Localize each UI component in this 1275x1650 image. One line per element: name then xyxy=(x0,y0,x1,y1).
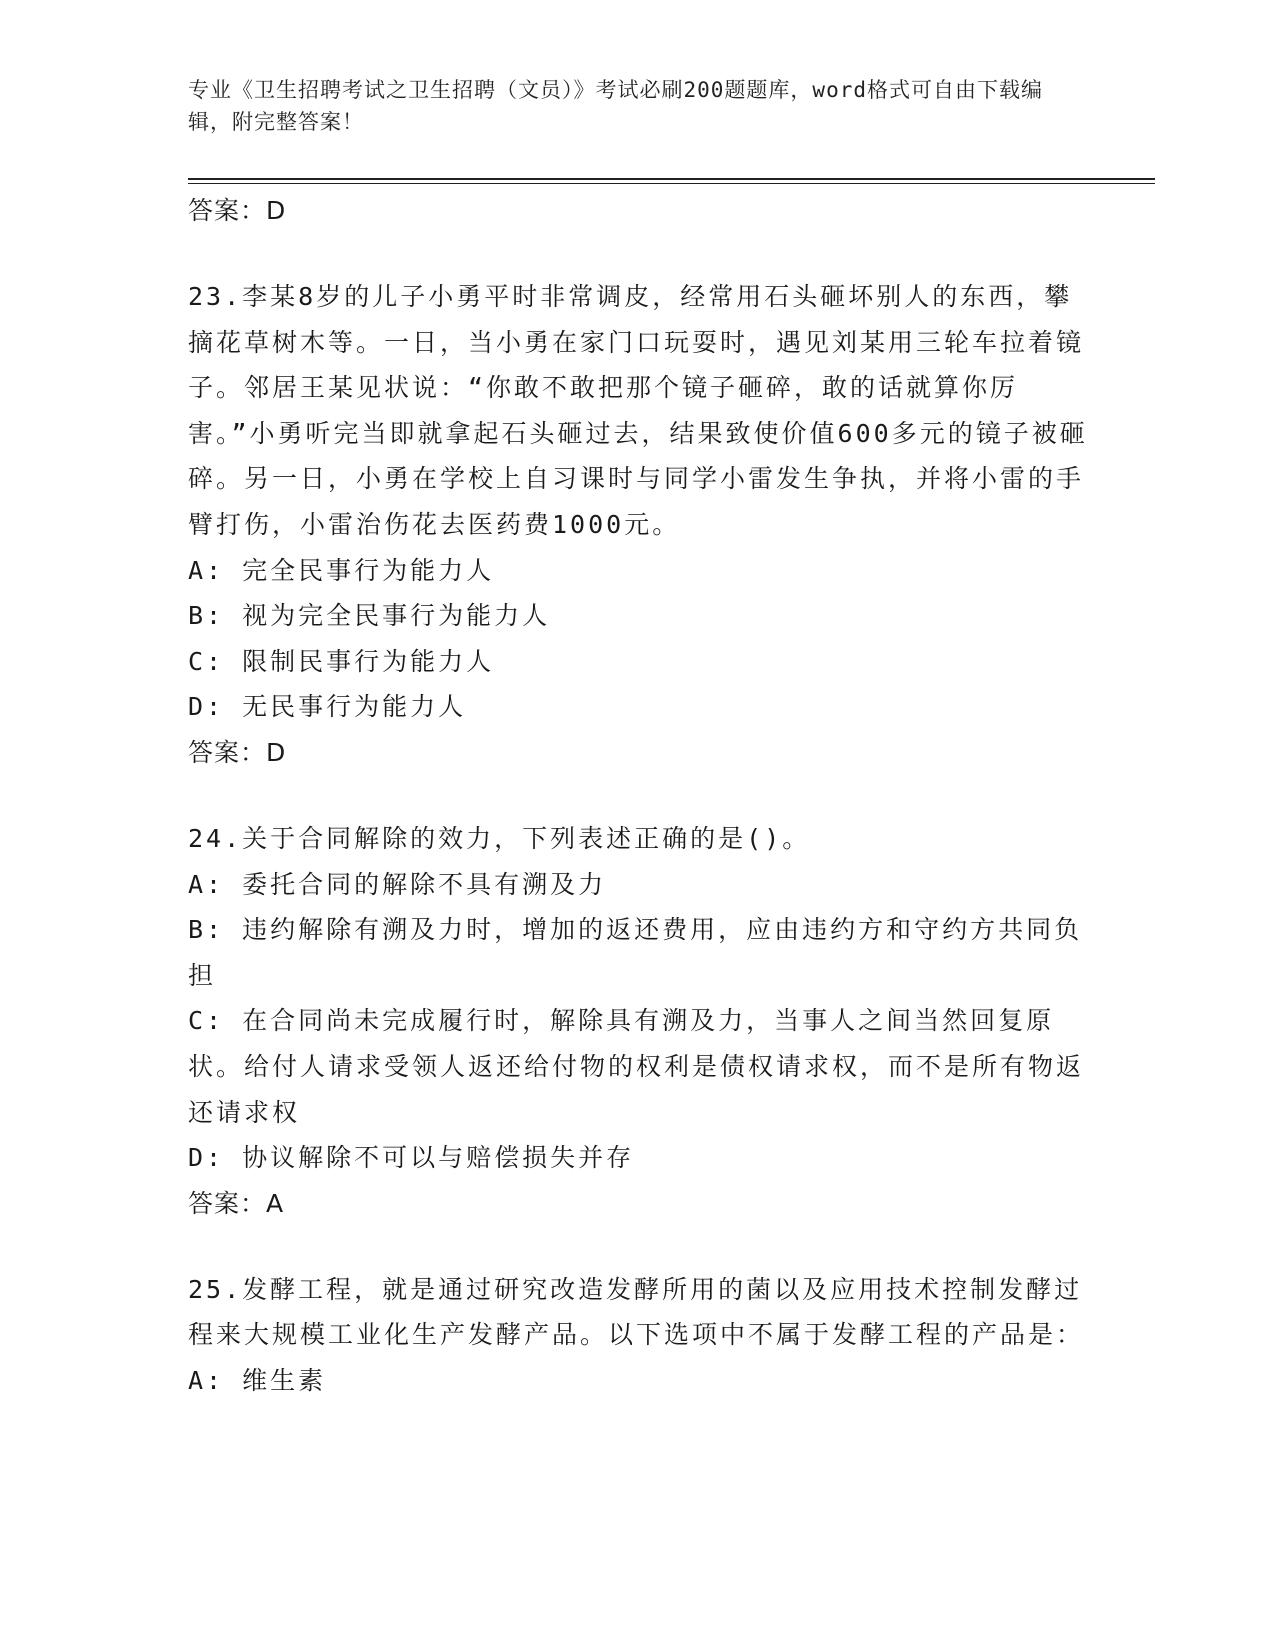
option-d: D: 无民事行为能力人 xyxy=(188,692,467,722)
header-divider-thick xyxy=(188,178,1155,180)
option-a: A: 委托合同的解除不具有溯及力 xyxy=(188,869,607,899)
option-a: A: 完全民事行为能力人 xyxy=(188,555,495,585)
question-25 xyxy=(188,1267,1088,1404)
answer-line: 答案：D xyxy=(188,737,287,767)
option-a: A: 维生素 xyxy=(188,1365,327,1395)
answer-line: 答案：D xyxy=(188,196,287,225)
answer-line: 答案：A xyxy=(188,1188,285,1218)
option-d: D: 协议解除不可以与赔偿损失并存 xyxy=(188,1143,635,1173)
document-header: 专业《卫生招聘考试之卫生招聘（文员）》考试必刷200题题库，word格式可自由下载编辑，附完整答案！ xyxy=(188,78,1043,134)
question-24 xyxy=(188,816,1088,1227)
option-c: C: 在合同尚未完成履行时，解除具有溯及力，当事人之间当然回复原状。给付人请求受领人返还给付物的权利是债权请求权，而不是所有物返还请求权 xyxy=(188,1006,1085,1127)
question-stem: 24.关于合同解除的效力，下列表述正确的是()。 xyxy=(188,823,811,853)
header-divider-thin xyxy=(188,183,1155,184)
document-body xyxy=(188,188,1088,1403)
option-b: B: 违约解除有溯及力时，增加的返还费用，应由违约方和守约方共同负担 xyxy=(188,915,1083,990)
question-23 xyxy=(188,274,1088,776)
option-c: C: 限制民事行为能力人 xyxy=(188,646,495,676)
option-b: B: 视为完全民事行为能力人 xyxy=(188,601,551,631)
question-stem: 25.发酵工程，就是通过研究改造发酵所用的菌以及应用技术控制发酵过程来大规模工业化生产发酵产品。以下选项中不属于发酵工程的产品是： xyxy=(188,1274,1085,1350)
question-stem: 23.李某8岁的儿子小勇平时非常调皮，经常用石头砸坏别人的东西，攀摘花草树木等。一日，当小勇在家门口玩耍时，遇见刘某用三轮车拉着镜子。邻居王某见状说：“你敢不敢把那个镜子砸碎，敢的话就算你厉害。”小勇听完当即就拿起石头砸过去，结果致使价值600多元的镜子被砸碎。另一日，小勇在学校上自习课时与同学小雷发生争执，并将小雷的手臂打伤，小雷治伤花去医药费1000元。 xyxy=(188,282,1088,539)
